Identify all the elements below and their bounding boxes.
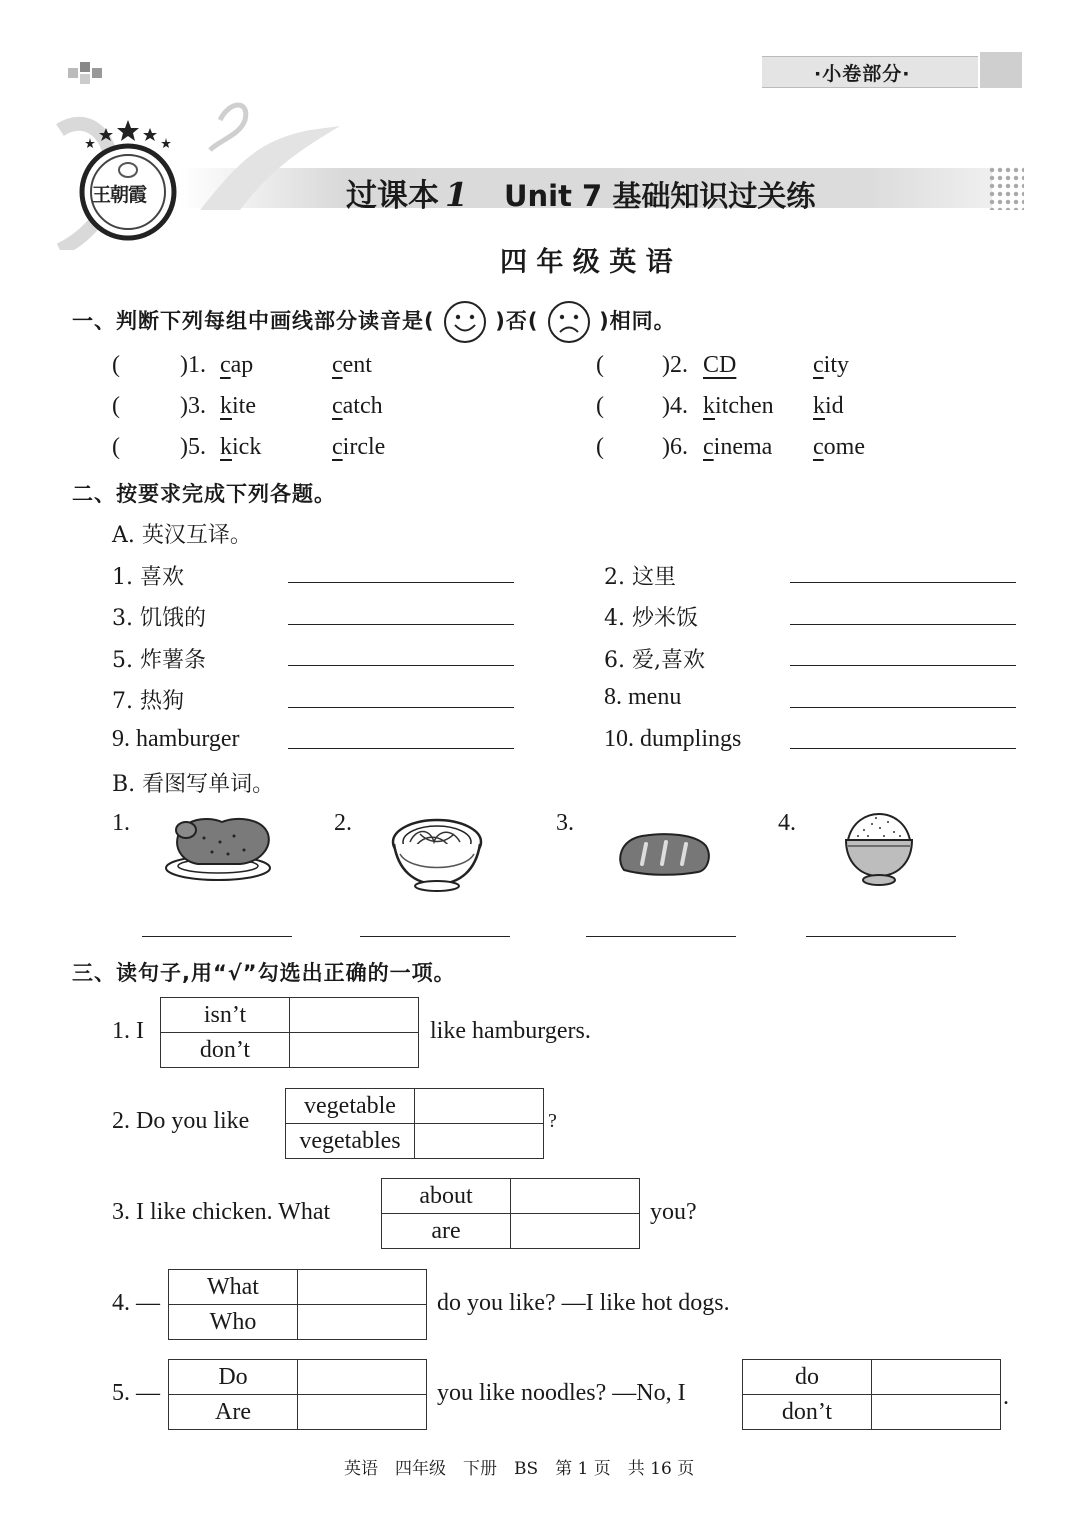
q3-option: are (382, 1214, 511, 1249)
q1-after: like hamburgers. (430, 1018, 591, 1044)
part2-title: 二、按要求完成下列各题。 (72, 482, 336, 506)
q5-option: do (743, 1360, 872, 1395)
translate-item: 4. 炒米饭 (604, 606, 698, 631)
answer-line[interactable] (790, 748, 1016, 749)
q2-option: vegetable (286, 1089, 415, 1124)
answer-line[interactable] (288, 748, 514, 749)
picture-number: 4. (778, 810, 796, 836)
translate-item: 6. 爱,喜欢 (604, 648, 705, 673)
translate-item: 2. 这里 (604, 565, 676, 590)
bread-picture (616, 830, 712, 878)
part1-item[interactable]: ( )3. kite catch (112, 393, 383, 419)
q4-option: Who (169, 1305, 298, 1340)
q3-before: 3. I like chicken. What (112, 1199, 331, 1225)
translate-item: 9. hamburger (112, 726, 240, 752)
q2-option: vegetables (286, 1124, 415, 1159)
q5-check-cell[interactable] (298, 1395, 427, 1430)
part2-a-title: A. 英汉互译。 (112, 523, 252, 548)
sad-face-icon (547, 300, 591, 344)
picture-number: 1. (112, 810, 130, 836)
q5-after: . (1003, 1384, 1009, 1410)
part3-title: 三、读句子,用“√”勾选出正确的一项。 (72, 961, 456, 985)
smiley-face-icon (443, 300, 487, 344)
q1-option: isn’t (161, 998, 290, 1033)
q4-option: What (169, 1270, 298, 1305)
answer-line[interactable] (288, 624, 514, 625)
section-tag: ·小卷部分· (762, 56, 978, 88)
translate-item: 7. 热狗 (112, 689, 184, 714)
q2-before: 2. Do you like (112, 1108, 250, 1134)
q3-choice-box (381, 1178, 640, 1249)
part1-title: 一、判断下列每组中画线部分读音是( )否( )相同。 (72, 300, 676, 344)
picture-answer-line[interactable] (806, 936, 956, 937)
q5-check-cell[interactable] (872, 1360, 1001, 1395)
page-subtitle: 四 年 级 英 语 (500, 247, 673, 278)
picture-number: 3. (556, 810, 574, 836)
q3-option: about (382, 1179, 511, 1214)
q5-option: Are (169, 1395, 298, 1430)
q2-check-cell[interactable] (415, 1089, 544, 1124)
picture-answer-line[interactable] (142, 936, 292, 937)
section-tag-block (980, 52, 1022, 88)
translate-item: 5. 炸薯条 (112, 648, 206, 673)
translate-item: 1. 喜欢 (112, 565, 184, 590)
answer-line[interactable] (790, 665, 1016, 666)
picture-answer-line[interactable] (586, 936, 736, 937)
q5-before: 5. — (112, 1380, 160, 1406)
q2-after: ? (548, 1110, 557, 1132)
q1-before: 1. I (112, 1018, 144, 1044)
q3-check-cell[interactable] (511, 1214, 640, 1249)
q5-check-cell[interactable] (872, 1395, 1001, 1430)
roast-chicken-picture (164, 812, 274, 884)
part1-item[interactable]: ( )6. cinema come (596, 434, 865, 460)
q5-middle: you like noodles? —No, I (437, 1380, 686, 1406)
title-prefix: 过课本 (346, 178, 439, 214)
answer-line[interactable] (288, 707, 514, 708)
part2-b-title: B. 看图写单词。 (112, 772, 275, 797)
title-main: Unit 7 基础知识过关练 (503, 179, 816, 213)
q4-before: 4. — (112, 1290, 160, 1316)
q2-choice-box (285, 1088, 544, 1159)
page-title (346, 170, 816, 214)
part1-item[interactable]: ( )4. kitchen kid (596, 393, 844, 419)
q3-after: you? (650, 1199, 697, 1225)
q5-check-cell[interactable] (298, 1360, 427, 1395)
logo-seal: 王朝霞 (76, 118, 180, 242)
translate-item: 8. menu (604, 684, 682, 710)
q1-choice-box (160, 997, 419, 1068)
translate-item: 10. dumplings (604, 726, 742, 752)
q4-after: do you like? —I like hot dogs. (437, 1290, 730, 1316)
band-dots-decoration (988, 166, 1024, 210)
part1-item[interactable]: ( )2. CD city (596, 352, 849, 378)
q1-check-cell[interactable] (290, 1033, 419, 1068)
answer-line[interactable] (790, 624, 1016, 625)
part1-item[interactable]: ( )1. cap cent (112, 352, 372, 378)
q4-choice-box (168, 1269, 427, 1340)
q3-check-cell[interactable] (511, 1179, 640, 1214)
q1-option: don’t (161, 1033, 290, 1068)
q5-option: Do (169, 1360, 298, 1395)
q5-second-choice-box (742, 1359, 1001, 1430)
q4-check-cell[interactable] (298, 1305, 427, 1340)
answer-line[interactable] (288, 665, 514, 666)
noodles-bowl-picture (390, 814, 484, 894)
q5-choice-box (168, 1359, 427, 1430)
picture-number: 2. (334, 810, 352, 836)
picture-answer-line[interactable] (360, 936, 510, 937)
translate-item: 3. 饥饿的 (112, 606, 206, 631)
page-footer: 英语 四年级 下册 BS 第 1 页 共 16 页 (344, 1459, 695, 1479)
q2-check-cell[interactable] (415, 1124, 544, 1159)
q5-option: don’t (743, 1395, 872, 1430)
answer-line[interactable] (790, 707, 1016, 708)
q4-check-cell[interactable] (298, 1270, 427, 1305)
part1-item[interactable]: ( )5. kick circle (112, 434, 386, 460)
answer-line[interactable] (790, 582, 1016, 583)
rice-bowl-picture (844, 810, 914, 888)
q1-check-cell[interactable] (290, 998, 419, 1033)
corner-squares-decoration (68, 62, 108, 86)
title-number: 1 (445, 175, 468, 214)
answer-line[interactable] (288, 582, 514, 583)
